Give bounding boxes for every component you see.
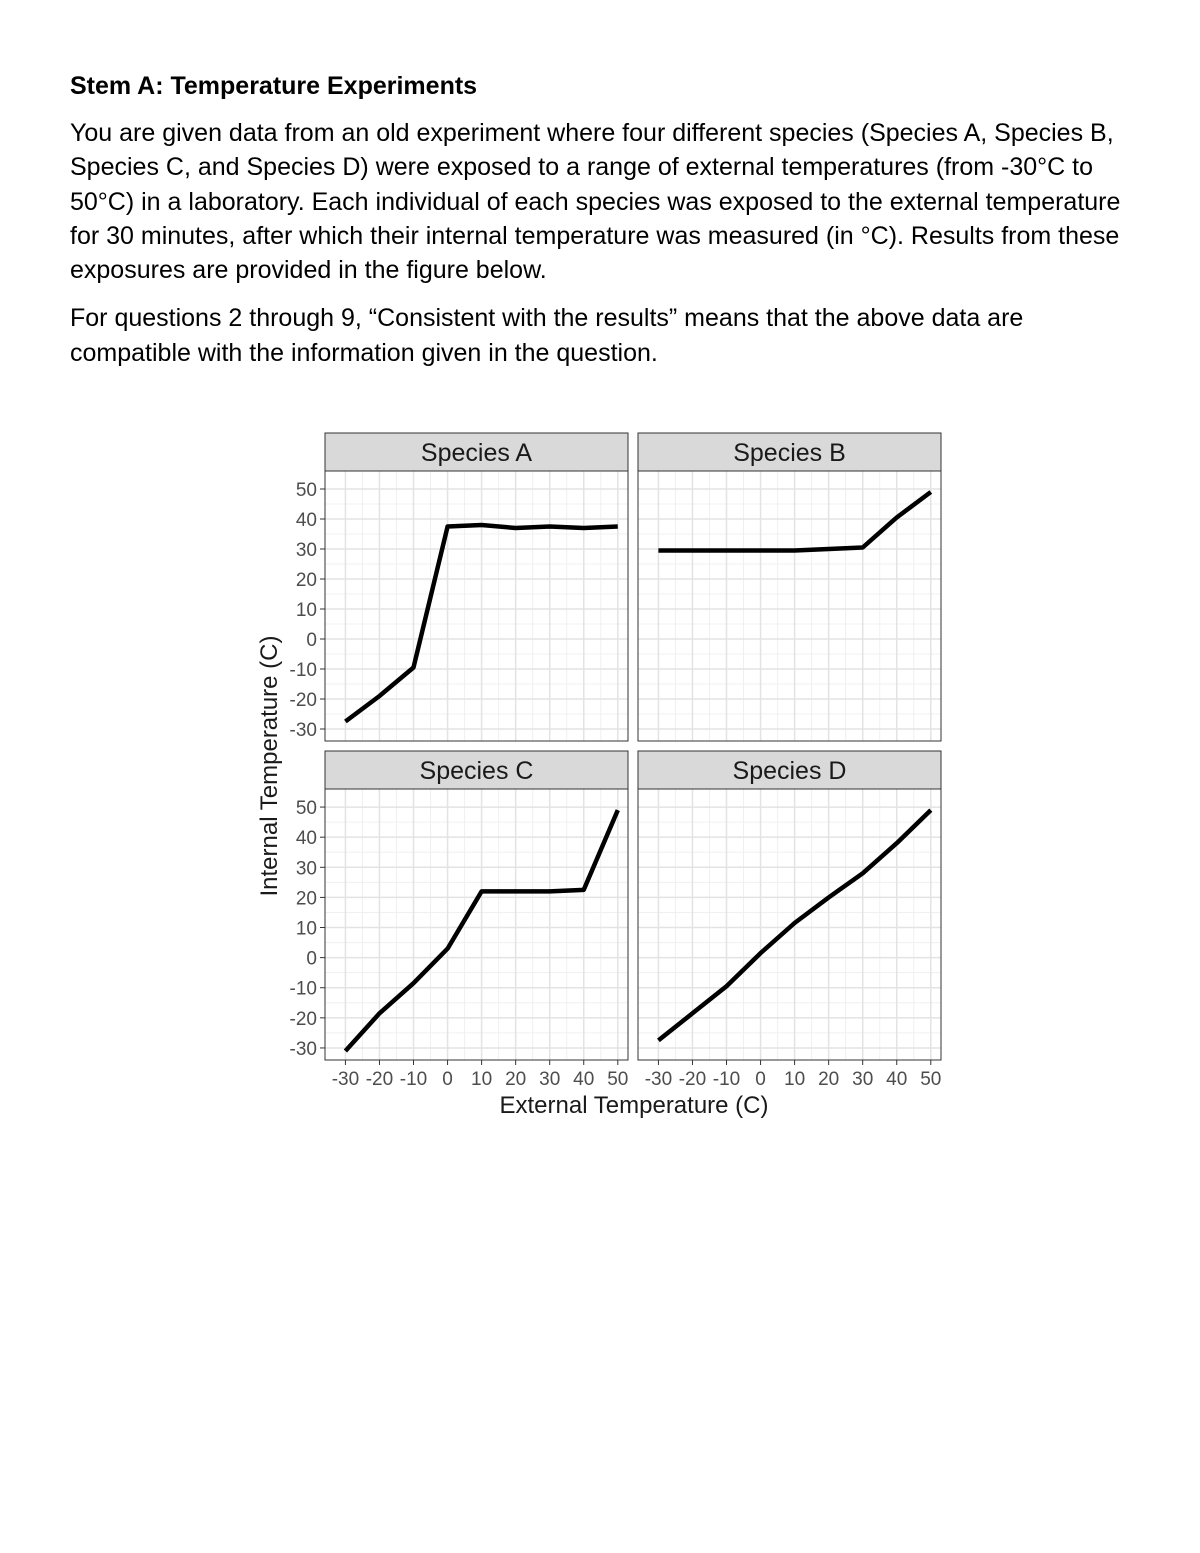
intro-paragraph: You are given data from an old experiment where four different species (Species A, Species B, Species C, and Species D) were exposed to a range of external temperatures (from -30°C to 50°C) in a laboratory. Each individual of each species was exposed to the external temperature for 30 minutes, after which their internal temperature was measured (in °C). Results from these exposures are provided in the figure below.	[70, 119, 1121, 285]
y-tick-label: -10	[289, 660, 317, 681]
species-b-plot-bg	[638, 471, 941, 741]
document-heading: Stem A: Temperature Experiments	[70, 72, 478, 100]
x-axis-title: External Temperature (C)	[499, 1092, 769, 1119]
y-tick-label: 40	[295, 510, 317, 531]
x-tick-label: 50	[607, 1069, 629, 1090]
y-tick-label: 10	[295, 918, 317, 940]
y-tick-label: -20	[289, 690, 317, 711]
y-axis-title: Internal Temperature (C)	[256, 635, 283, 897]
y-tick-label: -30	[289, 1038, 317, 1060]
y-tick-label: 10	[295, 600, 317, 621]
x-tick-label: 40	[886, 1069, 908, 1090]
y-tick-label: 30	[295, 858, 317, 880]
x-tick-label: -10	[712, 1069, 741, 1090]
x-tick-label: 20	[505, 1069, 527, 1090]
y-tick-label: 0	[306, 948, 317, 970]
species-c-plot-bg	[325, 789, 628, 1060]
x-tick-label: 30	[539, 1069, 561, 1090]
y-tick-label: 50	[295, 798, 317, 820]
y-tick-label: -10	[289, 978, 317, 1000]
y-tick-label: 40	[295, 828, 317, 850]
y-tick-label: 0	[306, 630, 317, 651]
x-tick-label: 30	[852, 1069, 874, 1090]
x-tick-label: -10	[399, 1069, 428, 1090]
x-tick-label: 50	[920, 1069, 942, 1090]
x-tick-label: -20	[365, 1069, 394, 1090]
x-tick-label: 10	[784, 1069, 806, 1090]
x-tick-label: -20	[678, 1069, 707, 1090]
x-tick-label: 0	[442, 1069, 453, 1090]
x-tick-label: -30	[644, 1069, 673, 1090]
y-tick-label: 50	[295, 480, 317, 501]
y-tick-label: 20	[295, 570, 317, 591]
x-tick-label: -30	[331, 1069, 360, 1090]
species-d-strip-label: Species D	[732, 757, 847, 785]
species-a-strip-label: Species A	[420, 439, 533, 467]
y-tick-label: 30	[295, 540, 317, 561]
instructions-paragraph: For questions 2 through 9, “Consistent with the results” means that the above data are compatible with the information given in the question.	[70, 304, 1024, 367]
x-tick-label: 40	[573, 1069, 595, 1090]
species-b-strip-label: Species B	[733, 439, 846, 467]
species-c-strip-label: Species C	[419, 757, 534, 785]
y-tick-label: -20	[289, 1008, 317, 1030]
y-tick-label: 20	[295, 888, 317, 910]
y-tick-label: -30	[289, 720, 317, 741]
x-tick-label: 0	[755, 1069, 766, 1090]
x-tick-label: 10	[471, 1069, 493, 1090]
x-tick-label: 20	[818, 1069, 840, 1090]
